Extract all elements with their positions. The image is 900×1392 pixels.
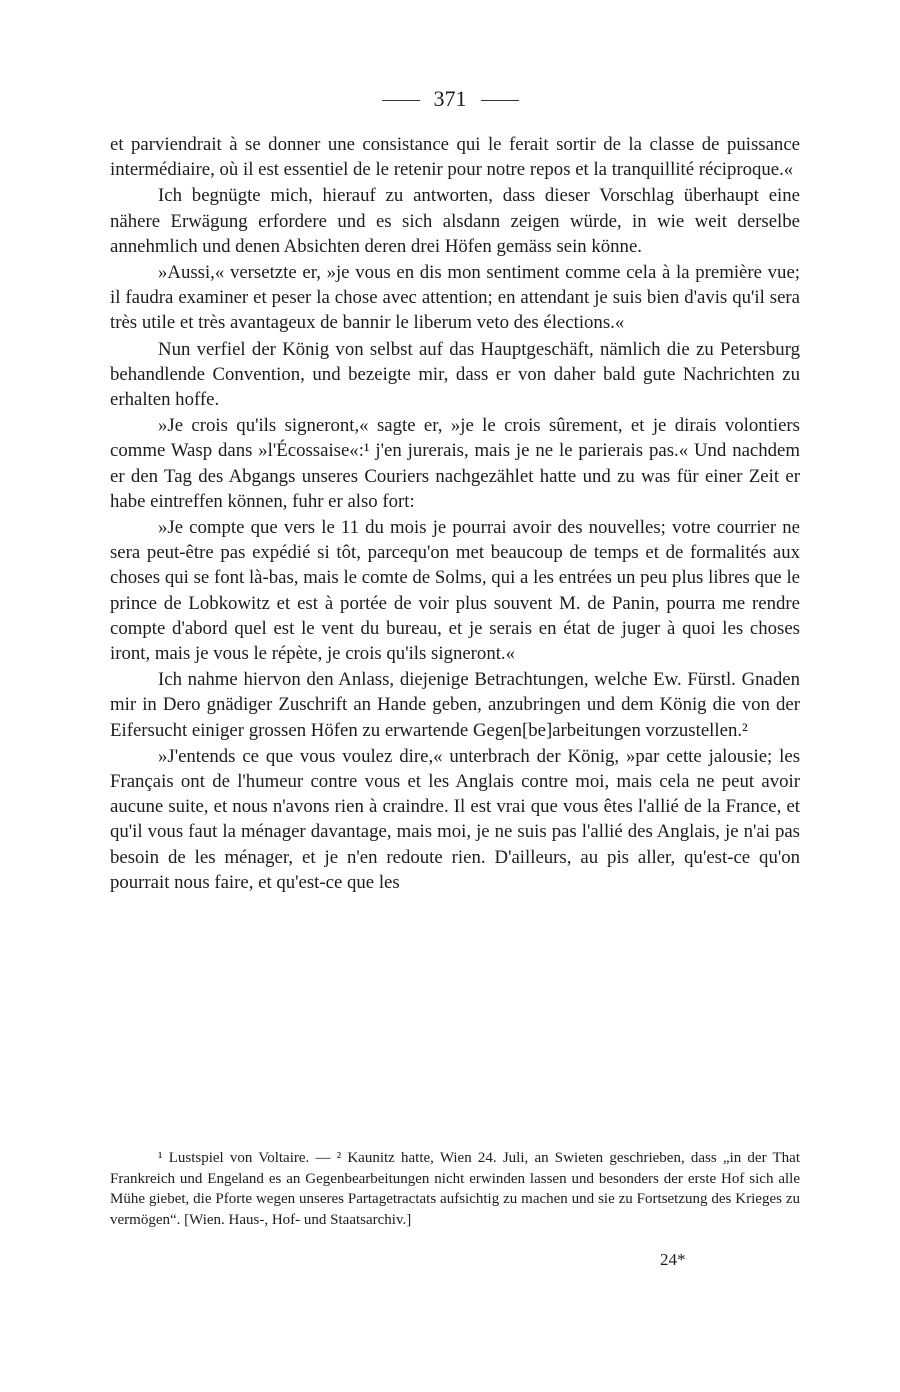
main-text	[110, 132, 800, 895]
paragraph: Ich begnügte mich, hierauf zu antworten, dass dieser Vorschlag überhaupt eine nähere Erwägung erfordere und es sich alsdann zeigen würde, in wie weit derselbe annehmlich und denen Absichten deren drei Höfen gemäss sein könne.	[110, 185, 800, 257]
paragraph: »Je crois qu'ils signeront,« sagte er, »je le crois sûrement, et je dirais volontiers comme Wasp dans »l'Écossaise«:¹ j'en jurerais, mais je ne le parierais pas.« Und nachdem er den Tag des Abgangs unseres Couriers nachgezählet hatte und zu was für einer Zeit er habe eintreffen können, fuhr er also fort:	[110, 415, 800, 512]
signature-mark: 24*	[660, 1250, 686, 1269]
paragraph: »Je compte que vers le 11 du mois je pourrai avoir des nouvelles; votre courrier ne sera peut-être pas expédié si tôt, parcequ'on met beaucoup de temps et de formalités aux choses qui se font là-bas, mais le comte de Solms, qui a les entrées un peu plus libres que le prince de Lobkowitz et est à portée de voir plus souvent M. de Panin, pourra me rendre compte d'abord quel est le vent du bureau, et je serais en état de juger à quoi les choses iront, mais je vous le répète, je crois qu'ils signeront.«	[110, 517, 800, 665]
paragraph: »J'entends ce que vous voulez dire,« unterbrach der König, »par cette jalousie; les Français ont de l'humeur contre vous et les Anglais contre moi, mais cela ne peut avoir aucune suite, et nous n'avons rien à craindre. Il est vrai que vous êtes l'allié de la France, et qu'il vous faut la ménager davantage, mais moi, je ne suis pas l'allié des Anglais, je n'ai pas besoin de les ménager, et je n'en redoute rien. D'ailleurs, au pis aller, qu'est-ce qu'on pourrait nous faire, et qu'est-ce que les	[110, 745, 800, 893]
paragraph: et parviendrait à se donner une consistance qui le ferait sortir de la classe de puissance intermédiaire, où il est essentiel de le retenir pour notre repos et la tranquillité réciproque.«	[110, 134, 800, 181]
page-number: 371	[433, 86, 467, 111]
header-rule-left	[382, 100, 420, 101]
footnotes	[110, 1148, 800, 1230]
footnote: ¹ Lustspiel von Voltaire. — ² Kaunitz hatte, Wien 24. Juli, an Swieten geschrieben, dass „in der That Frankreich und Engeland es an Gegenbearbeitungen nicht erwinden lassen und besonders der erste Hof sich alle Mühe giebet, die Pforte wegen unseres Partagetractats aufsichtig zu machen und sie zu Fortsetzung des Krieges zu vermögen“. [Wien. Haus-, Hof- und Staatsarchiv.]	[110, 1150, 800, 1228]
paragraph: »Aussi,« versetzte er, »je vous en dis mon sentiment comme cela à la première vue; il faudra examiner et peser la chose avec attention; en attendant je suis bien d'avis qu'il sera très utile et très avantageux de bannir le liberum veto des élections.«	[110, 262, 800, 334]
paragraph: Ich nahme hiervon den Anlass, diejenige Betrachtungen, welche Ew. Fürstl. Gnaden mir in Dero gnädiger Zuschrift an Hande geben, anzubringen und dem König die von der Eifersucht einiger grossen Höfen zu erwartende Gegen[be]arbeitungen vorzustellen.²	[110, 669, 800, 741]
paragraph: Nun verfiel der König von selbst auf das Hauptgeschäft, nämlich die zu Petersburg behandlende Convention, und bezeigte mir, dass er von daher bald gute Nachrichten zu erhalten hoffe.	[110, 338, 800, 411]
page-header	[0, 84, 900, 114]
header-rule-right	[481, 100, 519, 101]
